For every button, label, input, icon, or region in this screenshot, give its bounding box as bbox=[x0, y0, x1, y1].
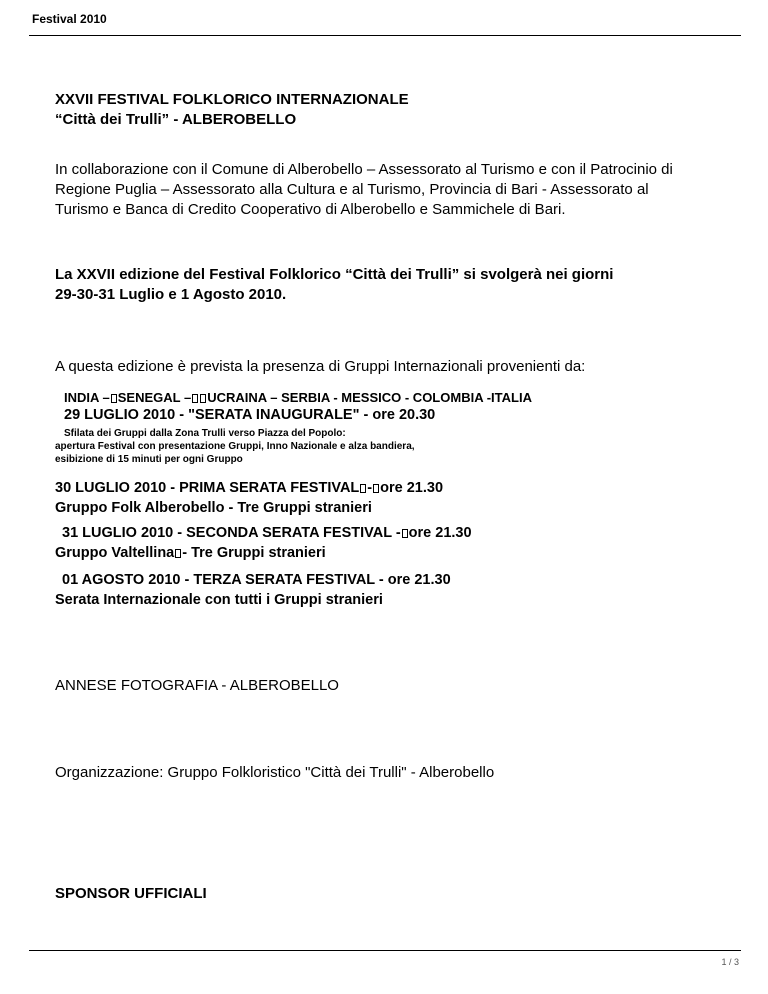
presence-paragraph bbox=[55, 357, 735, 377]
parade-line3: esibizione di 15 minuti per ogni Gruppo bbox=[55, 454, 243, 465]
evening-second-time: ore 21.30 bbox=[408, 525, 472, 541]
collaboration-line2: Regione Puglia – Assessorato alla Cultura e al Turismo, Provincia di Bari - Assessorato al bbox=[55, 181, 649, 198]
country-senegal: SENEGAL – bbox=[117, 390, 192, 405]
photography-credit bbox=[55, 676, 735, 696]
evening-second-group-name: Gruppo Valtellina bbox=[55, 545, 175, 561]
evening-second-title bbox=[55, 523, 735, 543]
missing-glyph-icon bbox=[200, 394, 206, 403]
evening-second-date: 31 LUGLIO 2010 - SECONDA SERATA FESTIVAL - bbox=[62, 525, 401, 541]
festival-title bbox=[55, 90, 735, 130]
evening-third bbox=[55, 570, 735, 610]
footer-divider bbox=[29, 950, 741, 951]
country-india: INDIA – bbox=[64, 390, 110, 405]
header-divider bbox=[29, 35, 741, 36]
evening-third-groups: Serata Internazionale con tutti i Gruppi stranieri bbox=[55, 592, 383, 608]
edition-line1: La XXVII edizione del Festival Folklorico “Città dei Trulli” si svolgerà nei giorni bbox=[55, 266, 614, 283]
header-title: Festival 2010 bbox=[32, 12, 107, 26]
evening-first-dash: - bbox=[367, 480, 373, 496]
photography-credit-text: ANNESE FOTOGRAFIA - ALBEROBELLO bbox=[55, 677, 339, 694]
collaboration-line3: Turismo e Banca di Credito Cooperativo di Alberobello e Sammichele di Bari. bbox=[55, 201, 566, 218]
missing-glyph-icon bbox=[402, 529, 408, 538]
missing-glyph-icon bbox=[175, 549, 181, 558]
page-number: 1 / 3 bbox=[721, 957, 739, 967]
presence-text: A questa edizione è prevista la presenza di Gruppi Internazionali provenienti da: bbox=[55, 358, 586, 375]
missing-glyph-icon bbox=[111, 394, 117, 403]
inaugural-evening-title: 29 LUGLIO 2010 - "SERATA INAUGURALE" - ore 20.30 bbox=[64, 407, 436, 423]
collaboration-paragraph bbox=[55, 160, 745, 220]
collaboration-line1: In collaborazione con il Comune di Alberobello – Assessorato al Turismo e con il Patrocinio di bbox=[55, 161, 673, 178]
missing-glyph-icon bbox=[373, 484, 379, 493]
evening-second-groups bbox=[55, 543, 735, 563]
evening-third-title: 01 AGOSTO 2010 - TERZA SERATA FESTIVAL - ore 21.30 bbox=[62, 572, 451, 588]
parade-description bbox=[55, 427, 735, 466]
countries-rest: UCRAINA – SERBIA - MESSICO - COLOMBIA -ITALIA bbox=[207, 390, 532, 405]
parade-line2: apertura Festival con presentazione Gruppi, Inno Nazionale e alza bandiera, bbox=[55, 441, 415, 452]
evening-second bbox=[55, 523, 735, 563]
festival-title-line1: XXVII FESTIVAL FOLKLORICO INTERNAZIONALE bbox=[55, 91, 409, 108]
edition-line2: 29-30-31 Luglio e 1 Agosto 2010. bbox=[55, 286, 287, 303]
evening-first-title bbox=[55, 478, 735, 498]
evening-second-group-rest: - Tre Gruppi stranieri bbox=[182, 545, 326, 561]
evening-first-date: 30 LUGLIO 2010 - PRIMA SERATA FESTIVAL bbox=[55, 480, 360, 496]
official-sponsors-text: SPONSOR UFFICIALI bbox=[55, 885, 207, 902]
parade-line1: Sfilata dei Gruppi dalla Zona Trulli verso Piazza del Popolo: bbox=[64, 428, 346, 439]
inaugural-evening bbox=[64, 405, 744, 425]
organization-credit bbox=[55, 763, 735, 783]
evening-first bbox=[55, 478, 735, 518]
festival-title-line2: “Città dei Trulli” - ALBEROBELLO bbox=[55, 111, 297, 128]
missing-glyph-icon bbox=[192, 394, 198, 403]
edition-paragraph bbox=[55, 265, 735, 305]
official-sponsors-heading bbox=[55, 884, 735, 904]
evening-first-time: ore 21.30 bbox=[380, 480, 444, 496]
missing-glyph-icon bbox=[360, 484, 366, 493]
evening-first-groups: Gruppo Folk Alberobello - Tre Gruppi stranieri bbox=[55, 500, 372, 516]
organization-credit-text: Organizzazione: Gruppo Folkloristico "Città dei Trulli" - Alberobello bbox=[55, 764, 495, 781]
